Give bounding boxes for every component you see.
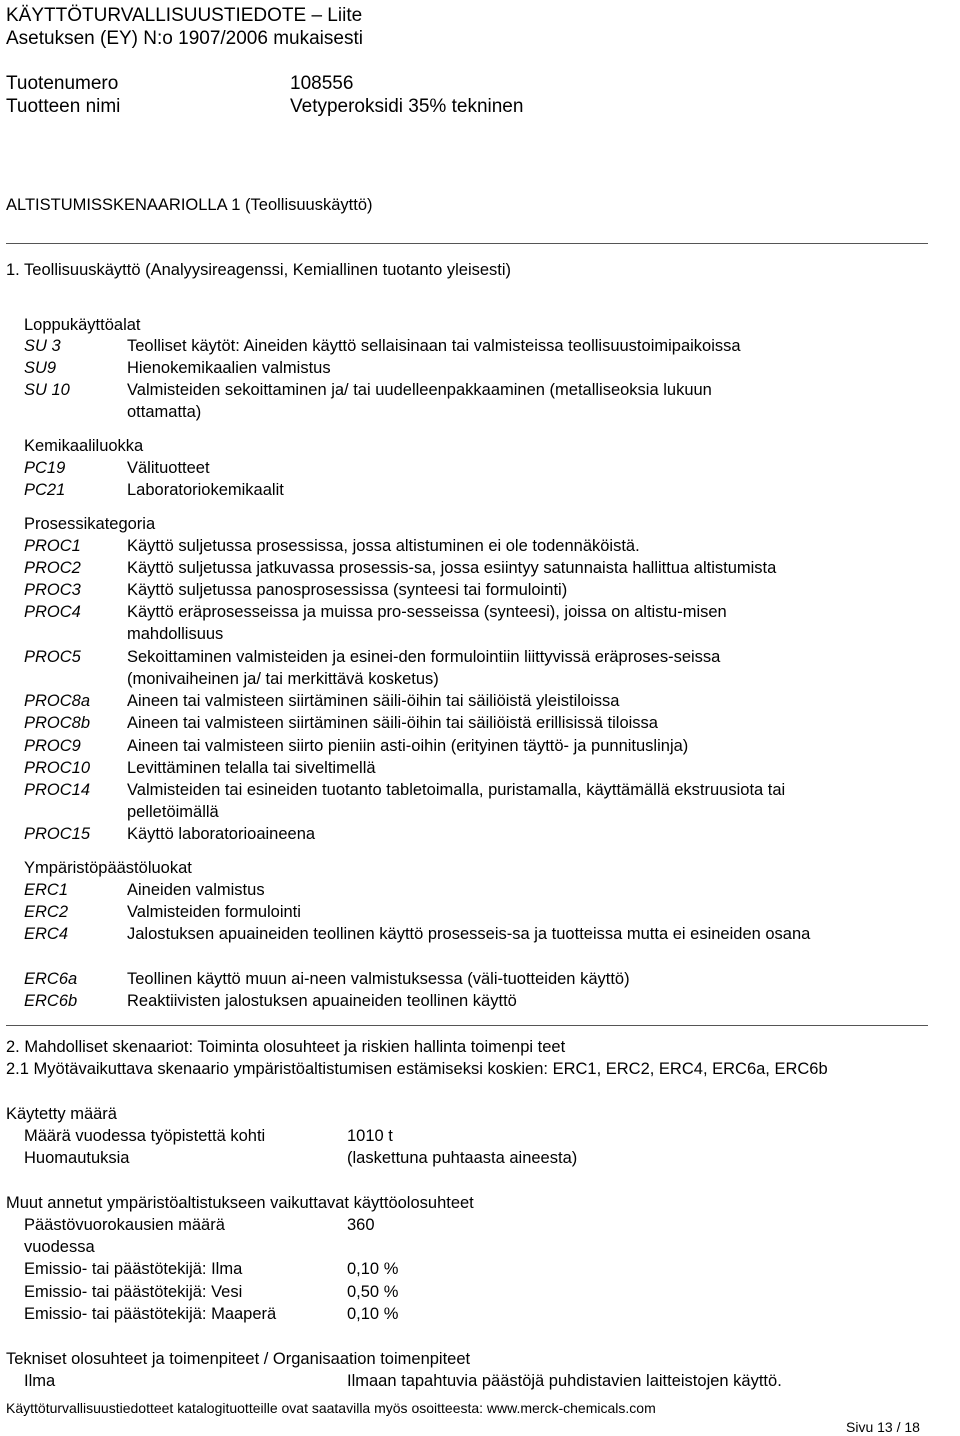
regulation-subtitle: Asetuksen (EY) N:o 1907/2006 mukaisesti (6, 28, 363, 49)
page-number: Sivu 13 / 18 (846, 1419, 920, 1435)
section-2-title: 2. Mahdolliset skenaariot: Toiminta olosuhteet ja riskien hallinta toimenpi teet (6, 1038, 566, 1056)
process-code: PROC14 (24, 781, 91, 799)
end-use-desc: Valmisteiden sekoittaminen ja/ tai uudelleenpakkaaminen (metalliseoksia lukuun ottamatta) (127, 381, 712, 422)
conditions-value: 360 (347, 1216, 375, 1234)
env-release-desc: Reaktiivisten jalostuksen apuaineiden teollinen käyttö (127, 992, 517, 1010)
process-desc: Käyttö suljetussa panosprosessissa (synteesi tai formulointi) (127, 581, 568, 599)
chem-class-heading: Kemikaaliluokka (24, 437, 144, 455)
process-code: PROC1 (24, 537, 81, 555)
env-release-code: ERC6b (24, 992, 78, 1010)
divider (6, 243, 928, 244)
env-release-code: ERC4 (24, 925, 69, 943)
end-use-code: SU 3 (24, 337, 61, 355)
conditions-value: 0,50 % (347, 1283, 399, 1301)
end-use-desc: Teolliset käytöt: Aineiden käyttö sellaisinaan tai valmisteissa teollisuustoimipaikoissa (127, 337, 741, 355)
process-heading: Prosessikategoria (24, 515, 156, 533)
process-code: PROC8a (24, 692, 91, 710)
process-desc: Käyttö suljetussa prosessissa, jossa altistuminen ei ole todennäköistä. (127, 537, 640, 555)
process-code: PROC5 (24, 648, 81, 666)
product-number-label: Tuotenumero (6, 73, 119, 94)
footer-note: Käyttöturvallisuustiedotteet katalogituotteille ovat saatavilla myös osoitteesta: www.merck-chemicals.com (6, 1400, 656, 1416)
process-desc: Käyttö eräprosesseissa ja muissa pro-sesseissa (synteesi), joissa on altistu-misen mahdollisuus (127, 603, 727, 644)
end-use-desc: Hienokemikaalien valmistus (127, 359, 331, 377)
env-release-code: ERC1 (24, 881, 69, 899)
process-code: PROC9 (24, 737, 81, 755)
amount-label: Huomautuksia (24, 1149, 130, 1167)
technical-label: Ilma (24, 1372, 56, 1390)
amount-value: (laskettuna puhtaasta aineesta) (347, 1149, 578, 1167)
process-desc: Levittäminen telalla tai siveltimellä (127, 759, 376, 777)
process-code: PROC3 (24, 581, 81, 599)
conditions-label: Emissio- tai päästötekijä: Maaperä (24, 1305, 277, 1323)
chem-class-code: PC19 (24, 459, 66, 477)
conditions-heading: Muut annetut ympäristöaltistukseen vaikuttavat käyttöolosuhteet (6, 1194, 474, 1212)
process-desc: Käyttö suljetussa jatkuvassa prosessis-sa, jossa esiintyy satunnaista hallittua altistumista (127, 559, 777, 577)
env-release-desc: Jalostuksen apuaineiden teollinen käyttö prosesseis-sa ja tuotteissa mutta ei esineiden osana (127, 925, 811, 943)
chem-class-desc: Välituotteet (127, 459, 210, 477)
section-2-1-title: 2.1 Myötävaikuttava skenaario ympäristöaltistumisen estämiseksi koskien: ERC1, ERC2, ERC4, ERC6a, ERC6b (6, 1060, 828, 1078)
product-name-label: Tuotteen nimi (6, 96, 121, 117)
divider (6, 1025, 928, 1026)
amount-label: Määrä vuodessa työpistettä kohti (24, 1127, 266, 1145)
process-desc: Valmisteiden tai esineiden tuotanto tabletoimalla, puristamalla, käyttämällä ekstruusiota tai pelletöimällä (127, 781, 786, 822)
technical-value: Ilmaan tapahtuvia päästöjä puhdistavien laitteistojen käyttö. (347, 1372, 782, 1390)
product-number: 108556 (290, 73, 354, 94)
process-code: PROC4 (24, 603, 81, 621)
process-code: PROC15 (24, 825, 91, 843)
document-title: KÄYTTÖTURVALLISUUSTIEDOTE – Liite (6, 5, 363, 26)
amount-heading: Käytetty määrä (6, 1105, 117, 1123)
section-1-title: 1. Teollisuuskäyttö (Analyysireagenssi, Kemiallinen tuotanto yleisesti) (6, 261, 512, 279)
env-release-desc: Aineiden valmistus (127, 881, 265, 899)
env-release-code: ERC6a (24, 970, 78, 988)
env-release-desc: Valmisteiden formulointi (127, 903, 301, 921)
env-release-desc: Teollinen käyttö muun ai-neen valmistuksessa (väli-tuotteiden käyttö) (127, 970, 630, 988)
conditions-label: Emissio- tai päästötekijä: Vesi (24, 1283, 243, 1301)
amount-value: 1010 t (347, 1127, 393, 1145)
end-use-heading: Loppukäyttöalat (24, 316, 141, 334)
conditions-value: 0,10 % (347, 1305, 399, 1323)
scenario-title: ALTISTUMISSKENAARIOLLA 1 (Teollisuuskäyttö) (6, 196, 373, 214)
process-code: PROC8b (24, 714, 91, 732)
process-desc: Aineen tai valmisteen siirtäminen säili-öihin tai säiliöistä erillisissä tiloissa (127, 714, 658, 732)
process-desc: Käyttö laboratorioaineena (127, 825, 316, 843)
env-release-heading: Ympäristöpäästöluokat (24, 859, 192, 877)
process-desc: Aineen tai valmisteen siirtäminen säili-öihin tai säiliöistä yleistiloissa (127, 692, 620, 710)
end-use-code: SU 10 (24, 381, 70, 399)
process-desc: Aineen tai valmisteen siirto pieniin asti-oihin (erityinen täyttö- ja punnituslinja) (127, 737, 689, 755)
conditions-label: Emissio- tai päästötekijä: Ilma (24, 1260, 243, 1278)
end-use-code: SU9 (24, 359, 57, 377)
conditions-label: Päästövuorokausien määrä vuodessa (24, 1216, 225, 1257)
conditions-value: 0,10 % (347, 1260, 399, 1278)
chem-class-code: PC21 (24, 481, 66, 499)
technical-heading: Tekniset olosuhteet ja toimenpiteet / Organisaation toimenpiteet (6, 1350, 471, 1368)
process-desc: Sekoittaminen valmisteiden ja esinei-den formulointiin liittyvissä eräproses-seissa (monivaiheinen ja/ tai merkittävä kosketus) (127, 648, 721, 689)
product-name: Vetyperoksidi 35% tekninen (290, 96, 524, 117)
chem-class-desc: Laboratoriokemikaalit (127, 481, 284, 499)
process-code: PROC10 (24, 759, 91, 777)
process-code: PROC2 (24, 559, 81, 577)
env-release-code: ERC2 (24, 903, 69, 921)
